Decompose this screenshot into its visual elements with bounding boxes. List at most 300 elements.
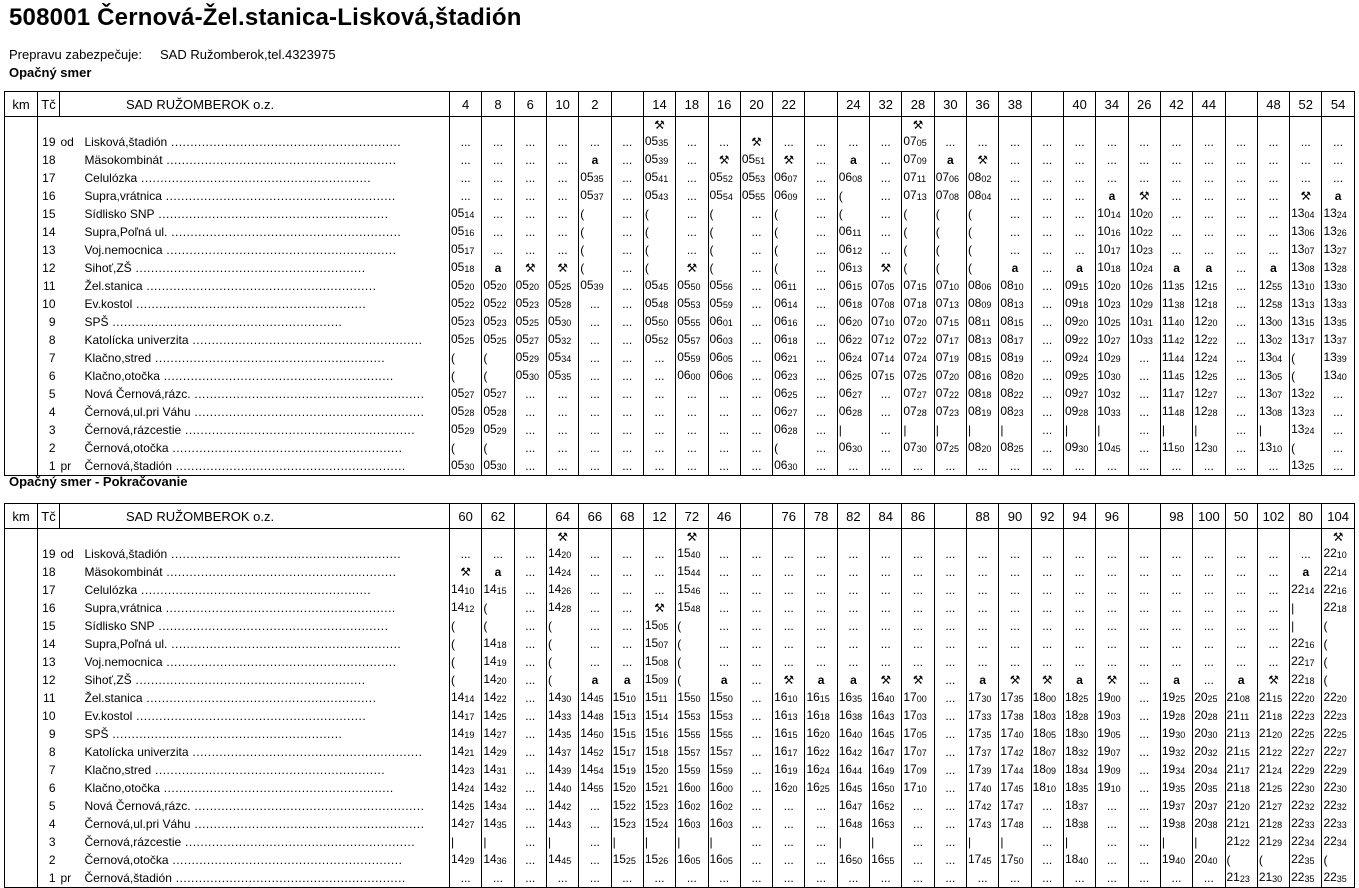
minutes: 20: [1239, 802, 1250, 812]
minutes: 17: [787, 748, 798, 758]
departure-time: ...: [934, 617, 966, 635]
departure-time: 1433: [546, 707, 578, 725]
minutes: 33: [561, 712, 572, 722]
leader-dots: ............................................................: [159, 369, 394, 383]
departure-time: (: [773, 223, 805, 241]
departure-time: 1648: [837, 815, 869, 833]
stop-name: Sídlisko SNP: [84, 207, 155, 221]
departure-time: 0713: [934, 295, 966, 313]
departure-time: ...: [611, 385, 643, 403]
leader-dots: ............................................................: [137, 171, 372, 185]
train-number: 96: [1096, 504, 1128, 529]
departure-time: 1427: [482, 725, 514, 743]
departure-time: ...: [740, 797, 772, 815]
departure-time: 1935: [1160, 779, 1192, 797]
departure-time: ...: [708, 457, 740, 476]
departure-time: 1016: [1096, 223, 1128, 241]
minutes: 30: [1207, 730, 1218, 740]
minutes: 47: [852, 802, 863, 812]
minutes: 30: [561, 694, 572, 704]
stop-name: Supra,Poľná ul.: [84, 637, 168, 651]
stop-number: 10: [38, 707, 60, 725]
minutes: 50: [690, 694, 701, 704]
minutes: 53: [755, 174, 766, 184]
minutes: 32: [1304, 802, 1315, 812]
departure-time: 1514: [643, 707, 675, 725]
service-mark: [1096, 117, 1128, 134]
departure-time: 1834: [1063, 761, 1095, 779]
departure-time: 0825: [999, 439, 1031, 457]
minutes: 19: [981, 408, 992, 418]
departure-time: ...: [482, 205, 514, 223]
departure-time: ...: [1160, 133, 1192, 151]
departure-time: 2040: [1193, 851, 1225, 869]
departure-time: ...: [611, 331, 643, 349]
departure-time: 1750: [999, 851, 1031, 869]
minutes: 32: [1078, 748, 1089, 758]
minutes: 03: [1110, 712, 1121, 722]
leader-dots: ............................................................: [108, 315, 343, 329]
departure-time: 1707: [902, 743, 934, 761]
departure-time: ...: [611, 205, 643, 223]
minutes: 30: [528, 372, 539, 382]
departure-time: ...: [546, 205, 578, 223]
stop-number: 3: [38, 833, 60, 851]
departure-time: ...: [579, 581, 611, 599]
stop-name: Černová,ul.pri Váhu: [84, 817, 191, 831]
departure-time: 1255: [1257, 277, 1289, 295]
minutes: 35: [658, 138, 669, 148]
stop-name-cell: [84, 259, 450, 277]
departure-time: ...: [1225, 457, 1257, 476]
minutes: 10: [884, 318, 895, 328]
departure-time: ...: [1031, 617, 1063, 635]
departure-time: a: [1290, 563, 1322, 581]
departure-time: ...: [1031, 241, 1063, 259]
departure-time: ...: [773, 599, 805, 617]
departure-time: ...: [1031, 599, 1063, 617]
departure-time: ...: [1257, 617, 1289, 635]
departure-time: 1805: [1031, 725, 1063, 743]
stop-number: 19: [38, 545, 60, 563]
minutes: 07: [1110, 748, 1121, 758]
departure-time: ...: [1031, 403, 1063, 421]
departure-time: 1540: [676, 545, 708, 563]
departure-time: ...: [1290, 151, 1322, 169]
minutes: 50: [1013, 856, 1024, 866]
minutes: 10: [1336, 550, 1347, 560]
departure-time: 0551: [740, 151, 772, 169]
departure-time: ...: [514, 241, 546, 259]
leader-dots: ............................................................: [171, 871, 406, 885]
departure-time: 1930: [1160, 725, 1192, 743]
departure-time: ...: [934, 635, 966, 653]
departure-time: ...: [514, 743, 546, 761]
minutes: 35: [496, 820, 507, 830]
departure-time: 1613: [773, 707, 805, 725]
minutes: 27: [916, 390, 927, 400]
leader-dots: ............................................................: [167, 225, 402, 239]
departure-time: 1910: [1096, 779, 1128, 797]
departure-time: ...: [934, 545, 966, 563]
minutes: 18: [787, 336, 798, 346]
minutes: 20: [1336, 694, 1347, 704]
departure-time: |: [837, 833, 869, 851]
stop-row: [5, 241, 1355, 259]
minutes: 17: [625, 748, 636, 758]
departure-time: ...: [1322, 403, 1354, 421]
departure-time: (: [1290, 349, 1322, 367]
departure-time: ...: [611, 151, 643, 169]
service-mark: [1257, 117, 1289, 134]
departure-time: ...: [1031, 349, 1063, 367]
departure-time: ...: [1096, 869, 1128, 888]
departure-time: 0822: [999, 385, 1031, 403]
departure-time: 1422: [482, 689, 514, 707]
service-mark: [1031, 117, 1063, 134]
departure-time: ...: [1193, 169, 1225, 187]
departure-time: (: [902, 205, 934, 223]
departure-time: 0623: [773, 367, 805, 385]
minutes: 15: [1078, 282, 1089, 292]
departure-time: ...: [934, 563, 966, 581]
departure-time: 1440: [546, 779, 578, 797]
minutes: 30: [1304, 784, 1315, 794]
minutes: 22: [819, 748, 830, 758]
departure-time: ...: [805, 581, 837, 599]
departure-time: a: [934, 151, 966, 169]
direction-marker: [60, 295, 84, 313]
leader-dots: ............................................................: [151, 763, 386, 777]
minutes: 35: [1078, 784, 1089, 794]
minutes: 16: [658, 730, 669, 740]
minutes: 29: [496, 426, 507, 436]
service-mark: [870, 117, 902, 134]
departure-time: 2214: [1322, 563, 1354, 581]
departure-time: ...: [643, 439, 675, 457]
departure-time: ...: [450, 133, 482, 151]
departure-time: 0530: [546, 313, 578, 331]
departure-time: ...: [740, 223, 772, 241]
departure-time: (: [676, 653, 708, 671]
departure-time: ...: [579, 545, 611, 563]
departure-time: 1022: [1128, 223, 1160, 241]
departure-time: 1840: [1063, 851, 1095, 869]
departure-time: ...: [1225, 313, 1257, 331]
departure-time: ...: [902, 815, 934, 833]
train-number: 100: [1193, 504, 1225, 529]
departure-time: ...: [740, 671, 772, 689]
minutes: 08: [1272, 408, 1283, 418]
departure-time: 1738: [999, 707, 1031, 725]
departure-time: ...: [1031, 545, 1063, 563]
minutes: 10: [1304, 282, 1315, 292]
departure-time: ...: [967, 133, 999, 151]
minutes: 41: [658, 174, 669, 184]
departure-time: 0517: [450, 241, 482, 259]
stop-number: 19: [38, 133, 60, 151]
train-number: 10: [546, 92, 578, 117]
minutes: 28: [1207, 712, 1218, 722]
departure-time: ...: [870, 421, 902, 439]
minutes: 50: [658, 318, 669, 328]
departure-time: 0514: [450, 205, 482, 223]
minutes: 02: [1272, 336, 1283, 346]
departure-time: ...: [1160, 653, 1192, 671]
departure-time: 1705: [902, 725, 934, 743]
departure-time: ...: [546, 869, 578, 888]
section-heading: Opačný smer: [9, 65, 92, 80]
minutes: 24: [852, 354, 863, 364]
departure-time: 1032: [1096, 385, 1128, 403]
departure-time: 0539: [643, 151, 675, 169]
leader-dots: ............................................................: [171, 459, 406, 473]
departure-time: a: [967, 671, 999, 689]
departure-time: 2210: [1322, 545, 1354, 563]
departure-time: ...: [482, 545, 514, 563]
departure-time: (: [708, 241, 740, 259]
minutes: 23: [1013, 408, 1024, 418]
minutes: 20: [852, 318, 863, 328]
departure-time: 2225: [1322, 725, 1354, 743]
stop-number: 15: [38, 205, 60, 223]
departure-time: 0525: [450, 331, 482, 349]
departure-time: ...: [1096, 851, 1128, 869]
departure-time: 0730: [902, 439, 934, 457]
minutes: 03: [690, 820, 701, 830]
minutes: 55: [755, 192, 766, 202]
departure-time: ...: [1128, 421, 1160, 439]
departure-time: ...: [805, 457, 837, 476]
departure-time: ...: [934, 653, 966, 671]
departure-time: ...: [1257, 599, 1289, 617]
stop-number: 18: [38, 563, 60, 581]
minutes: 11: [981, 318, 991, 328]
departure-time: 0722: [902, 331, 934, 349]
departure-time: 0528: [482, 403, 514, 421]
departure-time: ...: [870, 617, 902, 635]
train-number: 82: [837, 504, 869, 529]
departure-time: ...: [676, 457, 708, 476]
train-number: 28: [902, 92, 934, 117]
minutes: 42: [561, 802, 572, 812]
stop-name-cell: [84, 797, 450, 815]
minutes: 18: [916, 300, 927, 310]
departure-time: ⚒: [514, 259, 546, 277]
stop-number: 11: [38, 277, 60, 295]
departure-time: ...: [837, 869, 869, 888]
minutes: 47: [1174, 390, 1185, 400]
minutes: 48: [1174, 408, 1185, 418]
service-mark: [773, 529, 805, 546]
departure-time: ...: [514, 223, 546, 241]
minutes: 28: [1078, 712, 1089, 722]
stop-name: Supra,vrátnica: [84, 601, 162, 615]
departure-time: ...: [1225, 205, 1257, 223]
departure-time: 1014: [1096, 205, 1128, 223]
stop-row: [5, 581, 1355, 599]
departure-time: ...: [514, 563, 546, 581]
departure-time: ...: [1031, 295, 1063, 313]
departure-time: 2115: [1257, 689, 1289, 707]
departure-time: ...: [870, 581, 902, 599]
minutes: 28: [1336, 264, 1347, 274]
leader-dots: ............................................................: [154, 207, 389, 221]
departure-time: 0723: [934, 403, 966, 421]
departure-time: ...: [514, 635, 546, 653]
departure-time: 0543: [643, 187, 675, 205]
stop-name-cell: [84, 779, 450, 797]
train-number: 90: [999, 504, 1031, 529]
departure-time: ...: [902, 563, 934, 581]
departure-time: ⚒: [546, 259, 578, 277]
minutes: 21: [464, 748, 475, 758]
minutes: 25: [464, 336, 475, 346]
departure-time: (: [450, 617, 482, 635]
service-mark: [611, 117, 643, 134]
service-mark: [999, 117, 1031, 134]
minutes: 12: [884, 336, 895, 346]
departure-time: 0608: [837, 169, 869, 187]
minutes: 30: [916, 444, 927, 454]
train-number: 46: [708, 504, 740, 529]
departure-time: ...: [579, 421, 611, 439]
departure-time: ...: [1257, 205, 1289, 223]
departure-time: 0612: [837, 241, 869, 259]
minutes: 48: [593, 712, 604, 722]
departure-time: 1618: [805, 707, 837, 725]
departure-time: a: [579, 151, 611, 169]
departure-time: ...: [1096, 833, 1128, 851]
minutes: 28: [561, 300, 572, 310]
stop-name-cell: [84, 689, 450, 707]
minutes: 02: [722, 802, 733, 812]
departure-time: ...: [1257, 223, 1289, 241]
stop-number: 8: [38, 331, 60, 349]
departure-time: 2233: [1322, 815, 1354, 833]
departure-time: ...: [805, 223, 837, 241]
train-number: [740, 504, 772, 529]
train-number: [611, 92, 643, 117]
departure-time: ...: [902, 869, 934, 888]
minutes: 27: [496, 390, 507, 400]
minutes: 40: [1174, 318, 1185, 328]
minutes: 23: [464, 766, 475, 776]
departure-time: 1138: [1160, 295, 1192, 313]
leader-dots: ............................................................: [159, 781, 394, 795]
departure-time: ...: [1193, 635, 1225, 653]
stop-row: [5, 833, 1355, 851]
minutes: 33: [1304, 820, 1315, 830]
departure-time: a: [805, 671, 837, 689]
departure-time: ...: [546, 403, 578, 421]
departure-time: ...: [1031, 869, 1063, 888]
departure-time: 2234: [1322, 833, 1354, 851]
leader-dots: ............................................................: [167, 547, 402, 561]
minutes: 52: [593, 748, 604, 758]
departure-time: 1605: [708, 851, 740, 869]
departure-time: ...: [514, 545, 546, 563]
departure-time: 0722: [934, 385, 966, 403]
minutes: 38: [1175, 820, 1186, 830]
departure-time: ...: [999, 581, 1031, 599]
departure-time: 1649: [870, 761, 902, 779]
departure-time: 1412: [450, 599, 482, 617]
departure-time: ...: [676, 133, 708, 151]
departure-time: ...: [1096, 581, 1128, 599]
km-cell: [5, 563, 38, 581]
minutes: 28: [1207, 408, 1218, 418]
minutes: 08: [1239, 694, 1250, 704]
departure-time: 0717: [934, 331, 966, 349]
minutes: 18: [496, 640, 507, 650]
departure-time: ...: [676, 205, 708, 223]
km-header: km: [5, 504, 38, 529]
departure-time: 1647: [870, 743, 902, 761]
minutes: 20: [1078, 318, 1089, 328]
departure-time: ...: [1063, 869, 1095, 888]
minutes: 28: [1078, 408, 1089, 418]
departure-time: ...: [1063, 545, 1095, 563]
departure-time: 0725: [934, 439, 966, 457]
minutes: 18: [852, 300, 863, 310]
km-cell: [5, 331, 38, 349]
departure-time: ...: [1096, 617, 1128, 635]
km-cell: [5, 205, 38, 223]
minutes: 35: [1336, 318, 1347, 328]
minutes: 20: [496, 676, 507, 686]
departure-time: 1644: [837, 761, 869, 779]
departure-time: ...: [514, 653, 546, 671]
stop-number: 15: [38, 617, 60, 635]
departure-time: ...: [482, 869, 514, 888]
departure-time: a: [708, 671, 740, 689]
departure-time: ...: [1225, 653, 1257, 671]
departure-time: ...: [1322, 421, 1354, 439]
departure-time: ...: [740, 331, 772, 349]
departure-time: 0534: [546, 349, 578, 367]
departure-time: (: [482, 349, 514, 367]
service-mark: [1160, 529, 1192, 546]
stop-row: [5, 761, 1355, 779]
minutes: 21: [658, 784, 669, 794]
departure-time: 0823: [999, 403, 1031, 421]
departure-time: 1934: [1160, 761, 1192, 779]
departure-time: ...: [450, 151, 482, 169]
leader-dots: ............................................................: [162, 153, 397, 167]
departure-time: 1735: [999, 689, 1031, 707]
departure-time: ...: [482, 241, 514, 259]
stop-name: Mäsokombinát: [84, 153, 163, 167]
departure-time: ...: [643, 581, 675, 599]
departure-time: ⚒: [708, 151, 740, 169]
minutes: 34: [1175, 766, 1186, 776]
minutes: 08: [1304, 264, 1315, 274]
departure-time: ...: [999, 187, 1031, 205]
minutes: 42: [1013, 748, 1024, 758]
departure-time: |: [643, 833, 675, 851]
leader-dots: ............................................................: [151, 351, 386, 365]
departure-time: 2217: [1290, 653, 1322, 671]
minutes: 05: [1110, 730, 1121, 740]
departure-time: 0815: [999, 313, 1031, 331]
departure-time: ...: [934, 581, 966, 599]
departure-time: ...: [514, 797, 546, 815]
departure-time: 1602: [708, 797, 740, 815]
departure-time: ...: [1031, 205, 1063, 223]
minutes: 23: [1304, 408, 1315, 418]
departure-time: 1940: [1160, 851, 1192, 869]
